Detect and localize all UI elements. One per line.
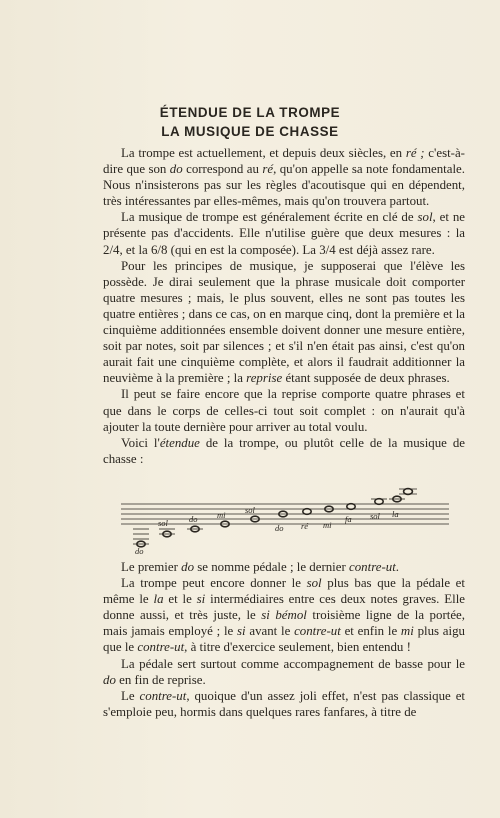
text-run: , qu'on appelle sa note fondamentale. Nous n'insisterons pas sur les règles d'acoutisque qui en dépendent, très intéressantes par elles-mêmes, mais qu'on trouvera partout. [103,162,466,209]
text-run: , à titre d'exercice seulement, bien entendu ! [184,640,411,655]
label-re-3: ré [301,521,309,531]
label-la-3: la [392,509,399,519]
italic-run: do [169,162,183,177]
staff-lines [121,504,449,524]
italic-run: ré [262,162,274,177]
body-text-top [103,145,465,467]
label-do-2: do [189,514,198,524]
text-run: La pédale sert surtout comme accompagnement de basse pour le [121,656,465,671]
label-mi-3: mi [323,520,332,530]
text-run: Il peut se faire encore que la reprise comporte quatre phrases et que dans le corps de celles-ci tout soit complet : on n'aurait qu'à ajouter la toute dernière pour arriver au total voulu. [103,387,465,434]
paragraph [103,656,465,688]
text-run: Voici l' [121,435,160,450]
text-run: et enfin le [340,624,401,639]
text-run: Le [121,688,140,703]
italic-run: contre-ut [137,640,185,655]
italic-run: si [196,592,206,607]
note-sol-3 [375,499,383,505]
paragraph [103,209,465,257]
label-sol-2: sol [245,505,255,515]
italic-run: do [103,672,116,687]
text-run: intermédiaires entre ces deux notes graves. Elle donne aussi, et très juste, le [103,592,465,623]
text-run: plus bas que la pédale et même le [103,576,465,607]
label-do-low: do [135,546,144,556]
paragraph [103,435,465,467]
italic-run: contre-ut [294,624,341,639]
label-do-3: do [275,523,284,533]
text-run: et le [163,592,197,607]
italic-run: mi [400,624,414,639]
text-run: . [395,560,400,574]
text-run: Le premier [121,560,182,574]
text-run: de la trompe, ou plutôt celle de la musique de chasse : [103,435,465,466]
paragraph [103,559,465,575]
label-sol-low: sol [158,518,168,528]
italic-run: sol [417,210,433,225]
label-sol-3: sol [370,511,380,521]
body-text-bottom [103,559,465,720]
text-run: troisième ligne de la portée, mais jamais employé ; le [103,608,465,639]
text-run: en fin de reprise. [115,672,206,687]
italic-run: sol [306,576,322,591]
horn-range-staff [115,484,455,556]
text-run: étant supposée de deux phrases. [282,371,450,386]
note-fa-3 [347,504,355,510]
text-run: correspond au [182,162,263,177]
paragraph [103,386,465,434]
text-run: c'est-à-dire que son [103,146,465,177]
chapter-heading [0,103,500,141]
text-run: La musique de trompe est généralement écrite en clé de [121,210,418,225]
paragraph [103,688,465,720]
text-run: avant le [245,624,295,639]
italic-run: si bémol [261,608,307,623]
italic-run: do [181,560,195,574]
italic-run: ré ; [405,146,425,160]
paragraph [103,145,465,209]
heading-line-2: LA MUSIQUE DE CHASSE [161,124,339,139]
paragraph [103,258,465,387]
heading-line-1: ÉTENDUE DE LA TROMPE [159,105,341,120]
text-run: se nomme pédale ; le dernier [194,560,349,574]
text-run: , et ne présente pas d'accidents. Elle n'utilise guère que deux mesures : la 2/4, et la 6/8 (qui en est la composée). La 3/4 est déjà assez rare. [103,210,465,257]
music-staff-svg [115,484,455,556]
label-mi-2: mi [217,510,226,520]
italic-run: la [153,592,164,607]
text-run: La trompe est actuellement, et depuis deux siècles, en [121,146,406,160]
paragraph [103,575,465,655]
italic-run: contre-ut [349,560,396,574]
italic-run: reprise [246,371,283,386]
note-labels [135,505,399,556]
text-run: plus aigu que le [103,624,465,655]
label-fa-3: fa [345,514,352,524]
italic-run: si [237,624,246,639]
text-run: Pour les principes de musique, je supposerai que l'élève les possède. Je dirai seulement que la phrase musicale doit comporter quatre mesures ; mais, le plus souvent, elles ne sont pas toutes les quatre entières ; dans ce cas, on en marque cinq, dont la première et la cinquième additionnées ensemble doivent donner une mesure entière, soit par notes, soit par silences ; et s'il n'en était pas ainsi, c'est qu'on aurait fait une cinquième complète, et alors il faudrait additionner la neuvième à la première ; la [103,258,465,386]
text-run: La trompe peut encore donner le [121,576,307,591]
italic-run: étendue [159,435,200,450]
text-run: , quoique d'un assez joli effet, n'est pas classique et s'emploie peu, hormis dans quelques rares fanfares, à titre de [103,688,465,719]
note-contre-ut [404,489,413,495]
note-re-3 [303,509,311,515]
italic-run: contre-ut [139,688,187,703]
